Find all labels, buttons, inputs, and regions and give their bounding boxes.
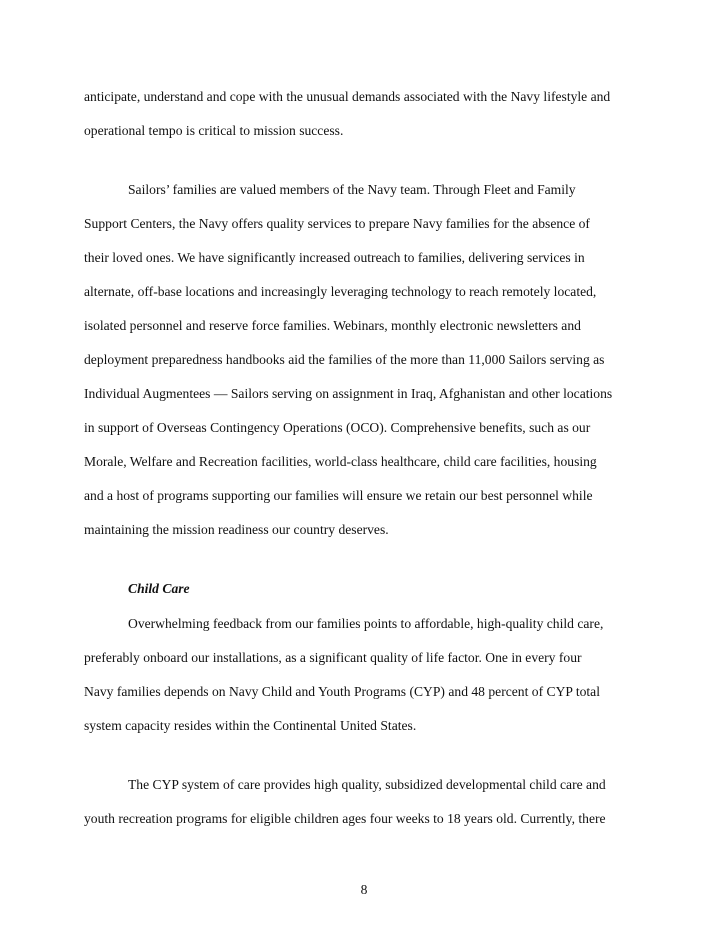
p4-line-1: The CYP system of care provides high quality, subsidized developmental child care and (128, 777, 606, 792)
section-heading: Child Care (128, 581, 190, 596)
p3-line-3: Navy families depends on Navy Child and Youth Programs (CYP) and 48 percent of CYP total (84, 684, 600, 699)
p2-line-9: Morale, Welfare and Recreation facilities, world-class healthcare, child care facilities, housing (84, 454, 597, 469)
p2-line-11: maintaining the mission readiness our country deserves. (84, 522, 389, 537)
p2-line-8: in support of Overseas Contingency Operations (OCO). Comprehensive benefits, such as our (84, 420, 591, 435)
p2-line-10: and a host of programs supporting our families will ensure we retain our best personnel while (84, 488, 593, 503)
p3-line-1: Overwhelming feedback from our families points to affordable, high-quality child care, (128, 616, 604, 631)
page-number: 8 (360, 882, 368, 897)
p2-line-2: Support Centers, the Navy offers quality services to prepare Navy families for the absence of (84, 216, 590, 231)
p3-line-4: system capacity resides within the Continental United States. (84, 718, 417, 733)
p2-line-3: their loved ones. We have significantly increased outreach to families, delivering services in (84, 250, 585, 265)
p3-line-2: preferably onboard our installations, as a significant quality of life factor. One in every four (84, 650, 582, 665)
p2-line-4: alternate, off-base locations and increasingly leveraging technology to reach remotely located, (84, 284, 597, 299)
p1-line-2: operational tempo is critical to mission success. (84, 123, 344, 138)
p2-line-1: Sailors’ families are valued members of the Navy team. Through Fleet and Family (128, 182, 576, 197)
p2-line-7: Individual Augmentees — Sailors serving on assignment in Iraq, Afghanistan and other locations (84, 386, 613, 401)
p2-line-5: isolated personnel and reserve force families. Webinars, monthly electronic newsletters and (84, 318, 581, 333)
p1-line-1: anticipate, understand and cope with the unusual demands associated with the Navy lifestyle and (84, 89, 611, 104)
p4-line-2: youth recreation programs for eligible children ages four weeks to 18 years old. Currently, there (84, 811, 606, 826)
p2-line-6: deployment preparedness handbooks aid the families of the more than 11,000 Sailors serving as (84, 352, 605, 367)
